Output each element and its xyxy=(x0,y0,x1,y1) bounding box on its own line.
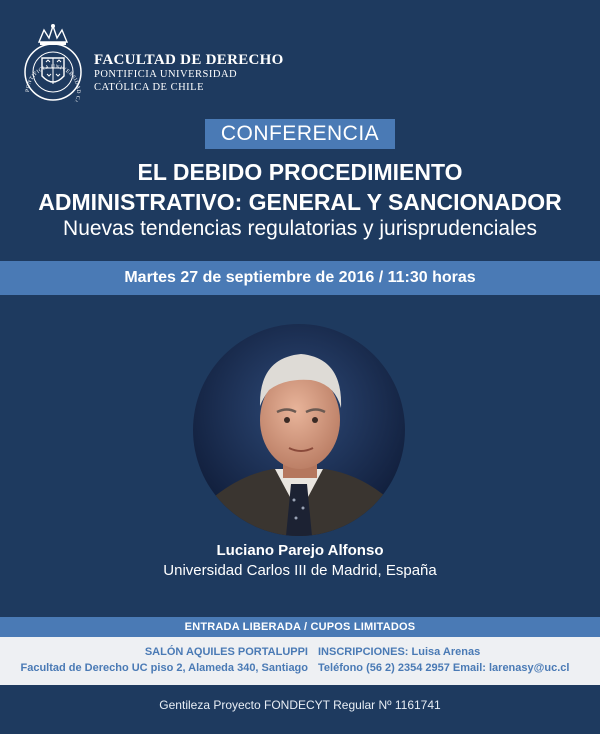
event-subtitle: Nuevas tendencias regulatorias y jurisprudenciales xyxy=(63,217,537,240)
institution-name: FACULTAD DE DERECHO xyxy=(94,52,284,68)
speaker-name: Luciano Parejo Alfonso xyxy=(216,542,384,559)
registration-details: Teléfono (56 2) 2354 2957 Email: larenasy@uc.cl xyxy=(318,662,570,674)
speaker-affiliation: Universidad Carlos III de Madrid, España xyxy=(163,562,437,579)
speaker-photo xyxy=(193,324,405,536)
institution-block xyxy=(94,52,284,94)
footer-credit: Gentileza Proyecto FONDECYT Regular Nº 1161741 xyxy=(159,698,441,712)
institution-line-3: CATÓLICA DE CHILE xyxy=(94,82,204,93)
event-title-line-1: EL DEBIDO PROCEDIMIENTO xyxy=(137,159,463,185)
info-band xyxy=(0,637,600,685)
date-time-bar: Martes 27 de septiembre de 2016 / 11:30 horas xyxy=(0,261,600,295)
event-type-label: CONFERENCIA xyxy=(205,119,395,149)
event-title-line-2: ADMINISTRATIVO: GENERAL Y SANCIONADOR xyxy=(38,189,562,215)
venue-name: SALÓN AQUILES PORTALUPPI xyxy=(144,646,308,658)
admission-bar: ENTRADA LIBERADA / CUPOS LIMITADOS xyxy=(0,617,600,637)
seal-ring-text: PONTIFICIA UNIVERSIDAD CA xyxy=(24,63,82,102)
registration-contact: INSCRIPCIONES: Luisa Arenas xyxy=(318,646,481,658)
institution-line-2: PONTIFICIA UNIVERSIDAD xyxy=(94,69,238,80)
venue-address: Facultad de Derecho UC piso 2, Alameda 340, Santiago xyxy=(20,662,308,674)
venue-info xyxy=(20,644,308,676)
university-seal-logo xyxy=(22,20,84,102)
registration-info xyxy=(318,644,569,676)
